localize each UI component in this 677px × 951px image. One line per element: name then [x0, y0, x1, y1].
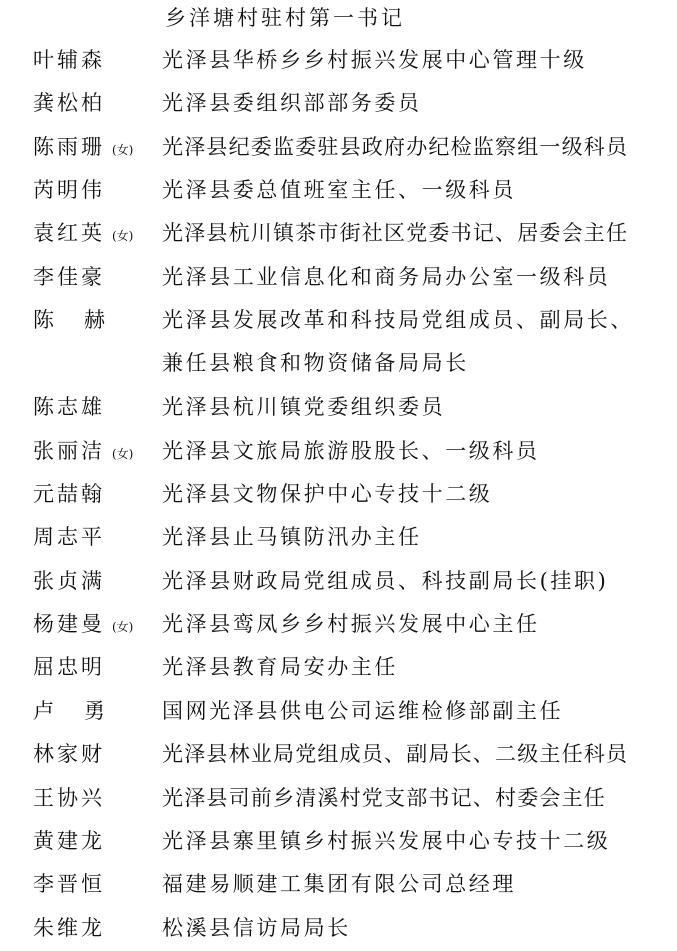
- personnel-row: [0, 262, 677, 292]
- person-name: 袁红英: [33, 221, 105, 245]
- person-name: 龚松柏: [33, 91, 105, 115]
- person-title: 光泽县华桥乡乡村振兴发展中心管理十级: [162, 48, 587, 72]
- gender-note: (女): [112, 447, 134, 461]
- personnel-row: [0, 826, 677, 856]
- personnel-row: [0, 522, 677, 552]
- person-name: 卢勇: [33, 699, 135, 723]
- person-title: 光泽县司前乡清溪村党支部书记、村委会主任: [162, 786, 606, 810]
- personnel-row: [0, 783, 677, 813]
- person-title: 光泽县发展改革和科技局党组成员、副局长、: [162, 308, 634, 332]
- personnel-row: [0, 88, 677, 118]
- person-name: 张丽洁: [33, 439, 105, 463]
- personnel-row: [0, 869, 677, 899]
- person-name: 屈忠明: [33, 655, 105, 679]
- person-name: 王协兴: [33, 786, 105, 810]
- person-title: 光泽县纪委监委驻县政府办纪检监察组一级科员: [162, 135, 629, 159]
- person-name: 朱维龙: [33, 916, 105, 940]
- person-title: 光泽县委总值班室主任、一级科员: [162, 178, 516, 202]
- personnel-row: [0, 45, 677, 75]
- gender-note: (女): [112, 229, 134, 243]
- personnel-row: [0, 609, 677, 639]
- personnel-row: [0, 566, 677, 596]
- gender-note: (女): [112, 143, 134, 157]
- person-name: 李佳豪: [33, 265, 105, 289]
- person-title: 光泽县寨里镇乡村振兴发展中心专技十二级: [162, 829, 611, 853]
- person-name: 李晋恒: [33, 872, 105, 896]
- personnel-row: [0, 696, 677, 726]
- person-title: 松溪县信访局局长: [162, 916, 351, 940]
- person-name: 叶辅森: [33, 48, 105, 72]
- personnel-row: [0, 479, 677, 509]
- personnel-row: [0, 132, 677, 162]
- person-title: 光泽县委组织部部务委员: [162, 91, 422, 115]
- person-title: 光泽县杭川镇茶市街社区党委书记、居委会主任: [162, 221, 629, 245]
- person-title: 光泽县止马镇防汛办主任: [162, 525, 422, 549]
- person-title: 光泽县林业局党组成员、副局长、二级主任科员: [162, 742, 629, 766]
- person-name: 林家财: [33, 742, 105, 766]
- person-title: 福建易顺建工集团有限公司总经理: [162, 872, 516, 896]
- person-name: 周志平: [33, 525, 105, 549]
- personnel-row: [0, 739, 677, 769]
- personnel-row: [0, 652, 677, 682]
- person-name: 陈雨珊: [33, 135, 105, 159]
- person-name: 黄建龙: [33, 829, 105, 853]
- gender-note: (女): [112, 620, 134, 634]
- person-title: 光泽县鸾凤乡乡村振兴发展中心主任: [162, 612, 540, 636]
- person-name: 芮明伟: [33, 178, 105, 202]
- person-name: 陈赫: [33, 308, 135, 332]
- person-title: 国网光泽县供电公司运维检修部副主任: [162, 699, 564, 723]
- personnel-row: [0, 175, 677, 205]
- person-title-continuation: 兼任县粮食和物资储备局局长: [162, 351, 469, 375]
- person-title: 光泽县财政局党组成员、科技副局长(挂职): [162, 569, 609, 593]
- personnel-row: [0, 305, 677, 380]
- person-name: 陈志雄: [33, 395, 105, 419]
- section-heading: 乡洋塘村驻村第一书记: [165, 6, 405, 30]
- person-name: 元喆翰: [33, 482, 105, 506]
- person-name: 张贞满: [33, 569, 105, 593]
- personnel-row: [0, 913, 677, 943]
- personnel-row: [0, 218, 677, 248]
- person-title: 光泽县教育局安办主任: [162, 655, 398, 679]
- person-title: 光泽县杭川镇党委组织委员: [162, 395, 446, 419]
- person-title: 光泽县文旅局旅游股股长、一级科员: [162, 439, 540, 463]
- person-name: 杨建曼: [33, 612, 105, 636]
- person-title: 光泽县工业信息化和商务局办公室一级科员: [162, 265, 611, 289]
- person-title: 光泽县文物保护中心专技十二级: [162, 482, 493, 506]
- personnel-row: [0, 392, 677, 422]
- personnel-row: [0, 436, 677, 466]
